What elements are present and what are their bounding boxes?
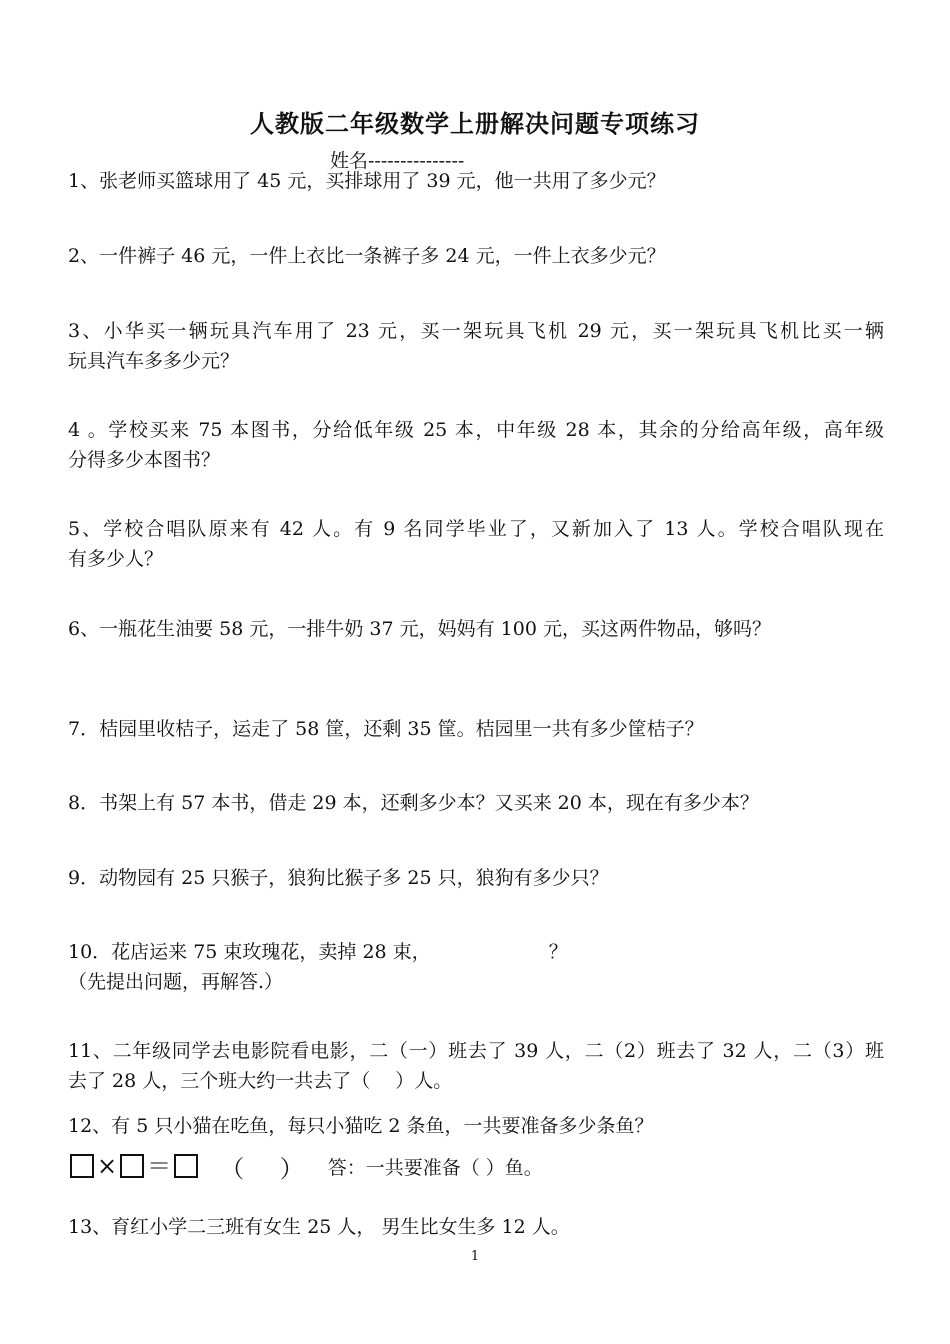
name-field: 姓名--------------- [330, 150, 465, 172]
question-1 [68, 166, 884, 196]
question-12-formula [70, 1150, 543, 1182]
question-4-line-2: 分得多少本图书？ [68, 449, 221, 471]
times-sign: × [97, 1152, 118, 1180]
question-6 [68, 614, 884, 644]
question-3-line-2: 玩具汽车多多少元？ [68, 350, 240, 372]
answer-box-3 [174, 1154, 198, 1178]
question-3 [68, 316, 884, 376]
page-number: 1 [470, 1249, 480, 1264]
equals-sign: ＝ [147, 1152, 172, 1180]
question-2 [68, 241, 884, 271]
question-9-text: 9．动物园有 25 只猴子，狼狗比猴子多 25 只，狼狗有多少只？ [68, 867, 609, 889]
question-9 [68, 863, 884, 893]
question-5-line-2: 有多少人？ [68, 548, 164, 570]
question-13 [68, 1212, 884, 1242]
question-11-line-2: 去了 28 人，三个班大约一共去了（ ）人。 [68, 1070, 453, 1092]
question-5 [68, 514, 884, 574]
question-11-line-1: 11、二年级同学去电影院看电影，二（一）班去了 39 人，二（2）班去了 32 人，二（3）班 [68, 1040, 884, 1062]
answer-box-1 [70, 1154, 94, 1178]
answer-sentence: 答：一共要准备（ ）鱼。 [327, 1156, 543, 1179]
question-7-text: 7．桔园里收桔子，运走了 58 筐，还剩 35 筐。桔园里一共有多少筐桔子？ [68, 718, 704, 740]
answer-box-2 [120, 1154, 144, 1178]
question-7 [68, 714, 884, 744]
question-12 [68, 1111, 884, 1141]
question-4-line-1: 4 。学校买来 75 本图书，分给低年级 25 本，中年级 28 本，其余的分给高年级，高年级 [68, 419, 884, 441]
page-title: 人教版二年级数学上册解决问题专项练习 [250, 109, 700, 138]
question-6-text: 6、一瓶花生油要 58 元，一排牛奶 37 元，妈妈有 100 元，买这两件物品，够吗？ [68, 618, 771, 640]
question-10-question-mark: ？ [548, 941, 568, 963]
question-13-text: 13、育红小学二三班有女生 25 人， 男生比女生多 12 人。 [68, 1216, 570, 1238]
question-12-text: 12、有 5 只小猫在吃鱼，每只小猫吃 2 条鱼，一共要准备多少条鱼？ [68, 1115, 654, 1137]
unit-parentheses: （ ） [220, 1154, 318, 1183]
question-3-line-1: 3、小华买一辆玩具汽车用了 23 元，买一架玩具飞机 29 元，买一架玩具飞机比买一辆 [68, 320, 884, 342]
question-8-text: 8．书架上有 57 本书，借走 29 本，还剩多少本？又买来 20 本，现在有多少本？ [68, 792, 759, 814]
question-10-line-2: （先提出问题，再解答.） [68, 971, 284, 993]
question-1-text: 1、张老师买篮球用了 45 元，买排球用了 39 元，他一共用了多少元？ [68, 170, 666, 192]
question-5-line-1: 5、学校合唱队原来有 42 人。有 9 名同学毕业了，又新加入了 13 人。学校合唱队现在 [68, 518, 884, 540]
question-10-line-1: 10．花店运来 75 束玫瑰花，卖掉 28 束， [68, 941, 431, 963]
question-2-text: 2、一件裤子 46 元，一件上衣比一条裤子多 24 元，一件上衣多少元？ [68, 245, 666, 267]
question-11 [68, 1036, 884, 1096]
question-8 [68, 788, 884, 818]
question-10 [68, 937, 884, 997]
question-4 [68, 415, 884, 475]
